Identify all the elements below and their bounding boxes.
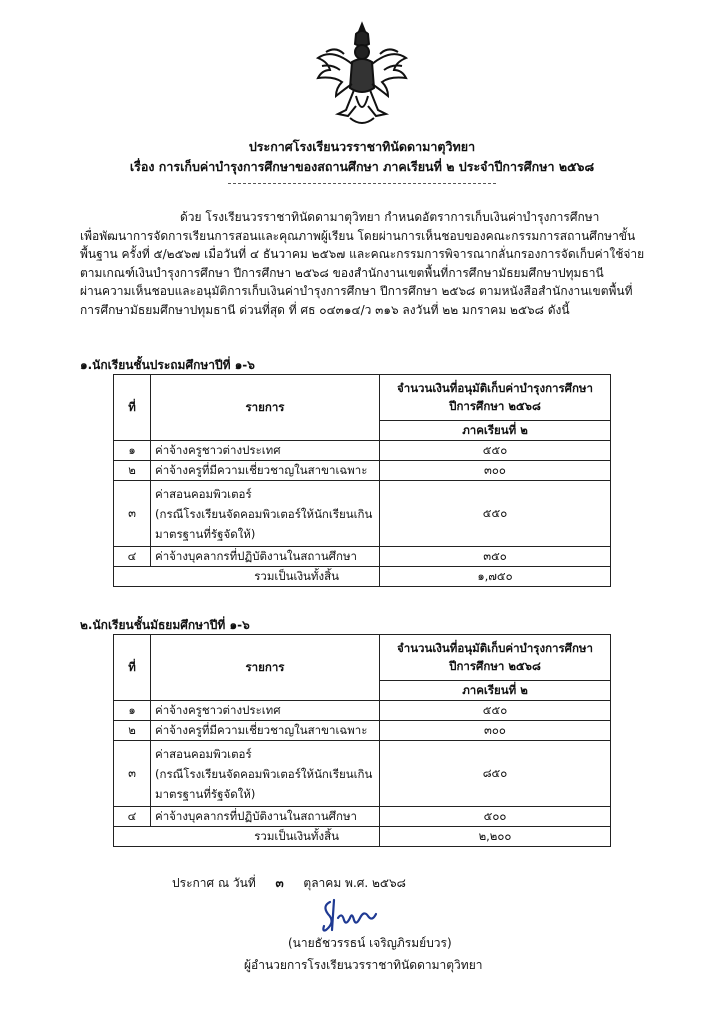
row-amount: ๕๕๐ — [380, 701, 611, 721]
row-amount: ๘๕๐ — [380, 741, 611, 807]
table-row — [114, 461, 611, 481]
header-no: ที่ — [114, 375, 151, 441]
row-item — [151, 481, 380, 547]
row-amount: ๕๕๐ — [380, 441, 611, 461]
row-no: ๓ — [114, 481, 151, 547]
row-amount: ๓๐๐ — [380, 721, 611, 741]
section-heading-secondary: ๒.นักเรียนชั้นมัธยมศึกษาปีที่ ๑-๖ — [80, 618, 250, 632]
row-no: ๔ — [114, 807, 151, 827]
row-no: ๑ — [114, 441, 151, 461]
row-amount: ๓๕๐ — [380, 547, 611, 567]
table-row — [114, 721, 611, 741]
total-label: รวมเป็นเงินทั้งสิ้น — [151, 567, 380, 587]
section-heading-primary: ๑.นักเรียนชั้นประถมศึกษาปีที่ ๑-๖ — [80, 358, 255, 372]
row-item: ค่าจ้างครูชาวต่างประเทศ — [151, 441, 380, 461]
row-item: ค่าจ้างบุคลากรที่ปฏิบัติงานในสถานศึกษา — [151, 547, 380, 567]
row-no: ๓ — [114, 741, 151, 807]
header-amount — [380, 635, 611, 681]
header-amount-line1: จำนวนเงินที่อนุมัติเก็บค่าบำรุงการศึกษา — [397, 380, 593, 395]
table-row — [114, 807, 611, 827]
fee-table-secondary — [113, 634, 611, 847]
intro-line: ตามเกณฑ์เงินบำรุงการศึกษา ปีการศึกษา ๒๕๖๘ ของสำนักงานเขตพื้นที่การศึกษามัธยมศึกษาปทุมธานี — [80, 265, 604, 280]
title-divider — [228, 183, 496, 184]
table-total-row — [114, 567, 611, 587]
table-row — [114, 741, 611, 807]
header-amount — [380, 375, 611, 421]
header-amount-line2: ปีการศึกษา ๒๕๖๘ — [449, 658, 541, 673]
row-item-line: (กรณีโรงเรียนจัดคอมพิวเตอร์ให้นักเรียนเกิน — [155, 506, 373, 521]
total-blank — [114, 827, 151, 847]
row-item: ค่าจ้างครูที่มีความเชี่ยวชาญในสาขาเฉพาะ — [151, 721, 380, 741]
signer-name: (นายธัชวรรธน์ เจริญภิรมย์บวร) — [288, 936, 452, 950]
fee-table-primary — [113, 374, 611, 587]
row-item-line: มาตรฐานที่รัฐจัดให้) — [155, 786, 256, 801]
announce-prefix: ประกาศ ณ วันที่ — [172, 876, 256, 890]
table-header-row — [114, 375, 611, 421]
header-amount-line2: ปีการศึกษา ๒๕๖๘ — [449, 398, 541, 413]
intro-line: การศึกษามัธยมศึกษาปทุมธานี ด่วนที่สุด ที่ ศธ ๐๔๓๑๔/ว ๓๑๖ ลงวันที่ ๒๒ มกราคม ๒๕๖๘ ดังนี้ — [80, 302, 570, 317]
row-no: ๑ — [114, 701, 151, 721]
announcement-title: ประกาศโรงเรียนวรราชาทินัดดามาตุวิทยา — [248, 139, 476, 154]
header-amount-line1: จำนวนเงินที่อนุมัติเก็บค่าบำรุงการศึกษา — [397, 640, 593, 655]
header-no: ที่ — [114, 635, 151, 701]
row-item: ค่าจ้างบุคลากรที่ปฏิบัติงานในสถานศึกษา — [151, 807, 380, 827]
announce-date-line — [172, 874, 406, 893]
row-amount: ๕๕๐ — [380, 481, 611, 547]
intro-line: พื้นฐาน ครั้งที่ ๕/๒๕๖๗ เมื่อวันที่ ๔ ธันวาคม ๒๕๖๗ และคณะกรรมการพิจารณากลั่นกรองการจัดเก็บค่าใช้จ่าย — [80, 247, 645, 262]
row-no: ๔ — [114, 547, 151, 567]
row-amount: ๓๐๐ — [380, 461, 611, 481]
handwritten-signature-icon — [316, 896, 378, 936]
row-item-line: มาตรฐานที่รัฐจัดให้) — [155, 526, 256, 541]
table-row — [114, 547, 611, 567]
announce-date: ตุลาคม พ.ศ. ๒๕๖๘ — [303, 876, 406, 890]
row-item: ค่าจ้างครูที่มีความเชี่ยวชาญในสาขาเฉพาะ — [151, 461, 380, 481]
announce-day: ๓ — [275, 876, 284, 890]
row-item-line: ค่าสอนคอมพิวเตอร์ — [155, 486, 252, 501]
header-term: ภาคเรียนที่ ๒ — [380, 421, 611, 441]
row-item — [151, 741, 380, 807]
row-item-line: (กรณีโรงเรียนจัดคอมพิวเตอร์ให้นักเรียนเกิน — [155, 766, 373, 781]
intro-line: ด้วย โรงเรียนวรราชาทินัดดามาตุวิทยา กำหนดอัตราการเก็บเงินค่าบำรุงการศึกษา — [180, 210, 600, 224]
total-amount: ๒,๒๐๐ — [380, 827, 611, 847]
intro-line: เพื่อพัฒนาการจัดการเรียนการสอนและคุณภาพผู้เรียน โดยผ่านการเห็นชอบของคณะกรรมการสถานศึกษาขั้น — [80, 228, 636, 243]
row-item: ค่าจ้างครูชาวต่างประเทศ — [151, 701, 380, 721]
garuda-emblem-icon — [312, 18, 412, 130]
total-label: รวมเป็นเงินทั้งสิ้น — [151, 827, 380, 847]
intro-line: ผ่านความเห็นชอบและอนุมัติการเก็บเงินค่าบำรุงการศึกษา ปีการศึกษา ๒๕๖๘ ตามหนังสือสำนักงานเขตพื้นที่ — [80, 284, 633, 299]
row-no: ๒ — [114, 461, 151, 481]
row-item-line: ค่าสอนคอมพิวเตอร์ — [155, 746, 252, 761]
table-row — [114, 481, 611, 547]
table-row — [114, 701, 611, 721]
row-amount: ๕๐๐ — [380, 807, 611, 827]
total-blank — [114, 567, 151, 587]
row-no: ๒ — [114, 721, 151, 741]
intro-paragraph — [80, 208, 656, 320]
signer-position: ผู้อำนวยการโรงเรียนวรราชาทินัดดามาตุวิทยา — [244, 958, 483, 972]
total-amount: ๑,๗๕๐ — [380, 567, 611, 587]
header-term: ภาคเรียนที่ ๒ — [380, 681, 611, 701]
table-row — [114, 441, 611, 461]
header-item: รายการ — [151, 375, 380, 441]
announcement-subject: เรื่อง การเก็บค่าบำรุงการศึกษาของสถานศึกษา ภาคเรียนที่ ๒ ประจำปีการศึกษา ๒๕๖๘ — [129, 159, 595, 174]
table-total-row — [114, 827, 611, 847]
table-header-row — [114, 635, 611, 681]
header-item: รายการ — [151, 635, 380, 701]
